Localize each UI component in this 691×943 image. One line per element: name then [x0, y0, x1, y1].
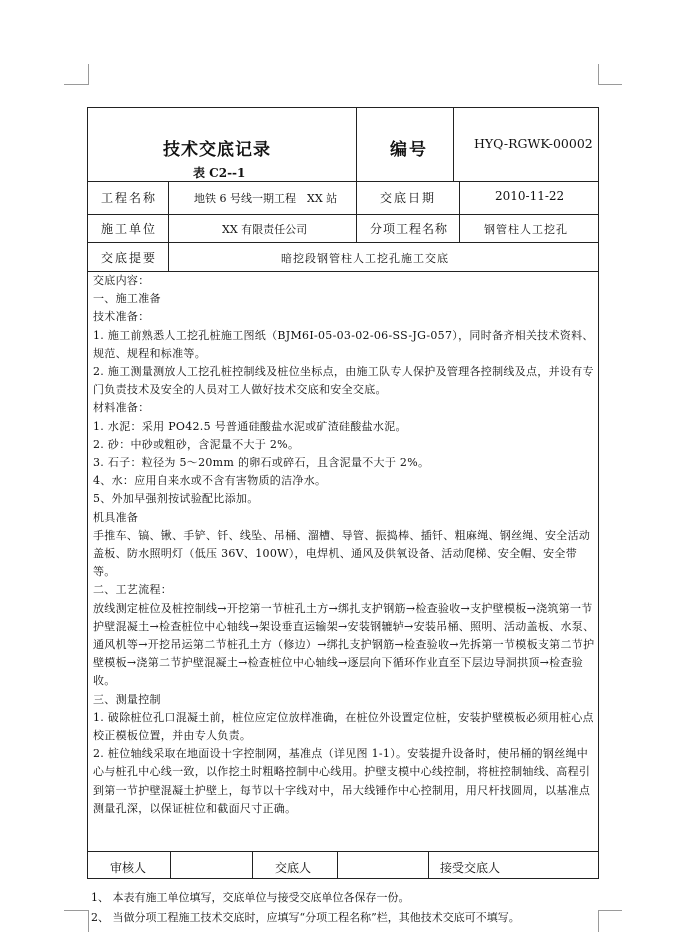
date-value: 2010-11-22	[495, 189, 565, 203]
subproject-value: 钢管柱人工挖孔	[484, 223, 568, 236]
content-line: 手推车、镐、锹、手铲、钎、线坠、吊桶、溜槽、导管、振捣棒、插钎、粗麻绳、钢丝绳、安全活动盖板、防水照明灯（低压 36V、100W），电焊机、通风及供氧设备、活动爬梯、安全帽、安全带等。	[93, 528, 591, 579]
reviewer-signature-field[interactable]	[171, 852, 251, 878]
crop-mark	[598, 910, 622, 911]
content-line: 2. 施工测量测放人工挖孔桩控制线及桩位坐标点，由施工队专人保护及管理各控制线及点，并设有专门负责技术及安全的人员对工人做好技术交底和安全交底。	[93, 365, 594, 397]
table-rule	[459, 181, 460, 242]
contractor-value: XX 有限责任公司	[222, 223, 308, 236]
form-number: 表 C2--1	[193, 166, 246, 180]
contractor-label: 施工单位	[101, 222, 158, 236]
content-line: 材料准备：	[93, 401, 150, 415]
content-line: 2. 砂：中砂或粗砂，含泥量不大于 2%。	[93, 437, 300, 451]
content-line: 交底内容：	[93, 274, 150, 287]
table-rule	[428, 851, 429, 879]
discloser-label: 交底人	[275, 861, 312, 875]
content-line: 2. 桩位轴线采取在地面设十字控制网，基准点（详见图 1-1）。安装提升设备时，使吊桶的钢丝绳中心与桩孔中心线一致，以作挖土时粗略控制中心线用。护壁支模中心线控制，将桩控制轴线、高程引到第一节护壁混凝土护壁上，每节以十字线对中，吊大线锤作中心控制用，用尺杆找圆周，以基准点测量孔深，以保证桩位和截面尺寸正确。	[93, 747, 591, 815]
crop-mark	[598, 84, 622, 85]
receiver-signature-field[interactable]	[518, 852, 598, 878]
content-line: 三、测量控制	[93, 692, 161, 706]
content-line: 1. 水泥：采用 PO42.5 号普通硅酸盐水泥或矿渣硅酸盐水泥。	[93, 419, 407, 433]
content-line: 一、施工准备	[93, 292, 161, 306]
table-rule	[252, 851, 253, 879]
footnote-2: 2、 当做分项工程施工技术交底时，应填写“分项工程名称”栏，其他技术交底可不填写。	[91, 911, 520, 924]
content-line: 二、工艺流程：	[93, 583, 173, 597]
table-rule	[88, 181, 598, 182]
date-label: 交底日期	[380, 191, 437, 205]
crop-mark	[598, 910, 599, 932]
project-name-value: 地铁 6 号线一期工程 XX 站	[194, 192, 338, 205]
receiver-label: 接受交底人	[440, 861, 501, 875]
table-rule	[168, 181, 169, 271]
content-line: 1. 施工前熟悉人工挖孔桩施工图纸（BJM6I-05-03-02-06-SS-JG-057），同时备齐相关技术资料、规范、规程和标准等。	[93, 328, 594, 360]
table-rule	[356, 108, 357, 242]
crop-mark	[64, 84, 88, 85]
footnote-1: 1、 本表有施工单位填写，交底单位与接受交底单位各保存一份。	[91, 891, 410, 904]
content-line: 机具准备	[93, 510, 139, 524]
content-line: 3. 石子：粒径为 5～20mm 的卵石或碎石，且含泥量不大于 2%。	[93, 456, 430, 470]
disclosure-record-table	[87, 107, 599, 879]
reviewer-label: 审核人	[110, 861, 147, 875]
discloser-signature-field[interactable]	[338, 852, 427, 878]
project-name-label: 工程名称	[101, 191, 158, 205]
content-line: 5、外加早强剂按试验配比添加。	[93, 492, 259, 506]
crop-mark	[88, 64, 89, 85]
subproject-label: 分项工程名称	[370, 222, 449, 236]
number-value: HYQ-RGWK-00002	[474, 136, 593, 151]
table-rule	[88, 242, 598, 243]
content-line: 放线测定桩位及桩控制线→开挖第一节桩孔土方→绑扎支护钢筋→检查验收→支护壁模板→浇筑第一节护壁混凝土→检查桩位中心轴线→架设垂直运输架→安装钢辘轳→安装吊桶、照明、活动盖板、水泵、通风机等→开挖吊运第二节桩孔土方（修边）→绑扎支护钢筋→检查验收→先拆第一节模板支第二节护壁模板→浇第二节护壁混凝土→检查桩位中心轴线→逐层向下循环作业直至下层边导洞拱顶→检查验收。	[93, 601, 595, 688]
crop-mark	[88, 910, 89, 932]
crop-mark	[598, 64, 599, 85]
content-line: 4、水：应用自来水或不含有害物质的洁净水。	[93, 474, 327, 488]
table-rule	[453, 108, 454, 181]
summary-value: 暗挖段钢管柱人工挖孔施工交底	[281, 252, 449, 265]
content-line: 技术准备：	[93, 310, 150, 324]
content-line: 1. 破除桩位孔口混凝土前，桩位应定位放样准确，在桩位外设置定位桩，安装护壁模板必须用桩心点校正模板位置，并由专人负责。	[93, 710, 594, 743]
disclosure-content	[93, 272, 597, 818]
summary-label: 交底提要	[101, 251, 158, 265]
document-title: 技术交底记录	[163, 140, 271, 160]
crop-mark	[64, 910, 88, 911]
number-label: 编号	[390, 140, 428, 160]
table-rule	[88, 214, 598, 215]
